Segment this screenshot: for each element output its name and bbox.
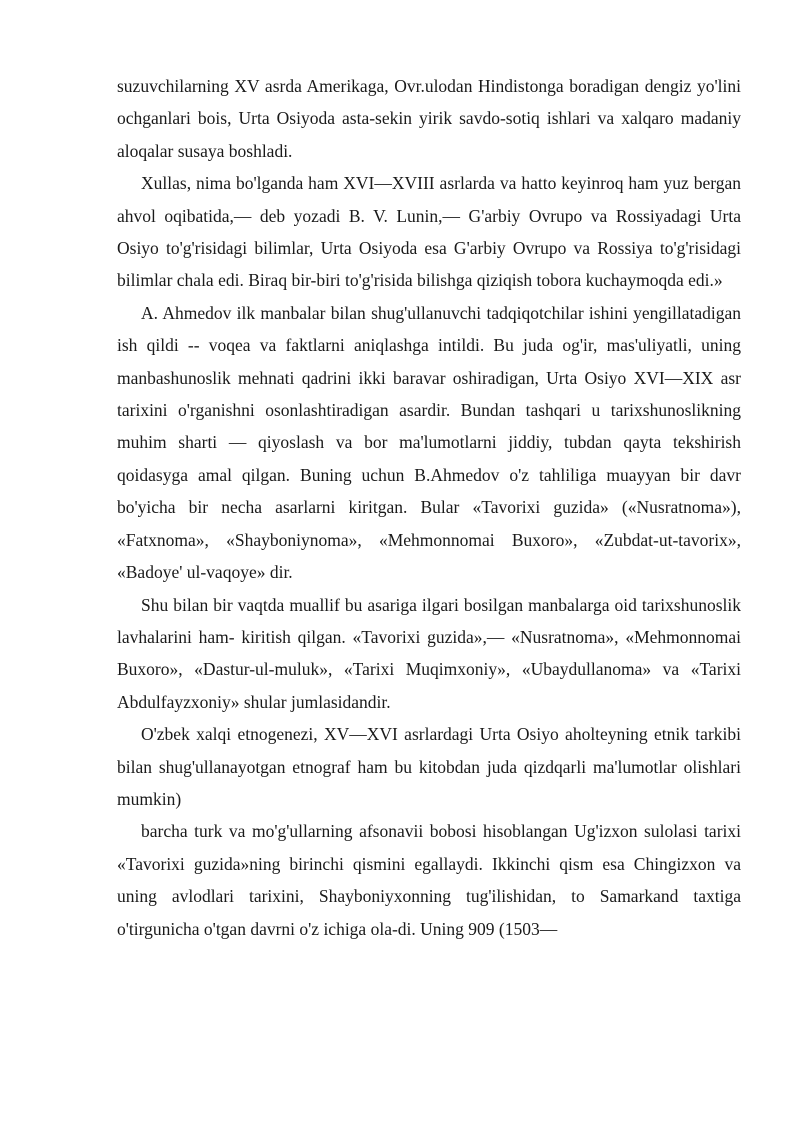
paragraph: A. Ahmedov ilk manbalar bilan shug'ullanuvchi tadqiqotchilar ishini yengillatadigan ish qildi -- voqea va faktlarni aniqlashga intildi. Bu juda og'ir, mas'uliyatli, uning manbashunoslik mehnati qadrini ikki baravar oshiradigan, Urta Osiyo XVI—XIX asr tarixini o'rganishni osonlashtiradigan asardir. Bundan tashqari u tarixshunoslikning muhim sharti — qiyoslash va bor ma'lumotlarni jiddiy, tubdan qayta tekshirish qoidasyga amal qilgan. Buning uchun B.Ahmedov o'z tahliliga muayyan bir davr bo'yicha bir necha asarlarni kiritgan. Bular «Tavorixi guzida» («Nusratnoma»), «Fatxnoma», «Shayboniynoma», «Mehmonnomai Buxoro», «Zubdat-ut-tavorix», «Badoye' ul-vaqoye» dir. [117,302,741,583]
paragraph: O'zbek xalqi etnogenezi, XV—XVI asrlardagi Urta Osiyo aholteyning etnik tarkibi bilan shug'ullanayotgan etnograf ham bu kitobdan juda qizdqarli ma'lumotlar olishlari mumkin) [117,724,741,809]
paragraph: suzuvchilarning XV asrda Amerikaga, Ovr.ulodan Hindistonga boradigan dengiz yo'lini ochganlari bois, Urta Osiyoda asta-sekin yirik savdo-sotiq ishlari va xalqaro madaniy aloqalar susaya boshladi. [117,76,741,161]
paragraph: Shu bilan bir vaqtda muallif bu asariga ilgari bosilgan manbalarga oid tarixshunoslik lavhalarini ham- kiritish qilgan. «Tavorixi guzida»,— «Nusratnoma», «Mehmonnomai Buxoro», «Dastur-ul-muluk», «Tarixi Muqimxoniy», «Ubaydullanoma» va «Tarixi Abdulfayzxoniy» shular jumlasidandir. [117,594,741,712]
paragraph: Xullas, nima bo'lganda ham XVI—XVIII asrlarda va hatto keyinroq ham yuz bergan ahvol oqibatida,— deb yozadi B. V. Lunin,— G'arbiy Ovrupo va Rossiyadagi Urta Osiyo to'g'risidagi bilimlar, Urta Osiyoda esa G'arbiy Ovrupo va Rossiya to'g'risidagi bilimlar chala edi. Biraq bir-biri to'g'risida bilishga qiziqish tobora kuchaymoqda edi.» [117,173,741,291]
paragraph: barcha turk va mo'g'ullarning afsonavii bobosi hisoblangan Ug'izxon sulolasi tarixi «Tavorixi guzida»ning birinchi qismini egallaydi. Ikkinchi qism esa Chingizxon va uning avlodlari tarixini, Shayboniyxonning tug'ilishidan, to Samarkand taxtiga o'tirgunicha o'tgan davrni o'z ichiga ola-di. Uning 909 (1503— [117,821,741,939]
document-page [117,70,741,945]
